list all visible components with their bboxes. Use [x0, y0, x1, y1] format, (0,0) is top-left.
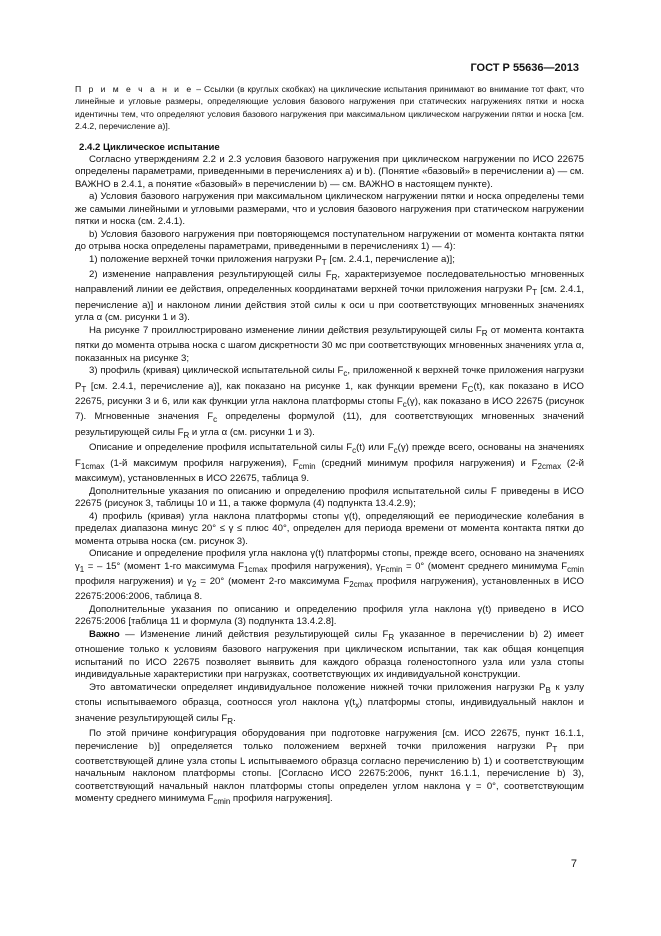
note-paragraph	[75, 83, 584, 133]
body-paragraph: Важно — Изменение линий действия результирующей силы $F_R$ указанное в перечислении b) 2) имеет отношение только к условиям базового нагружения при циклическом испытании, так как общая концепция испытаний по ИСО 22675 позволяет выявить для каждого образца голеностопного узла или узла стопы индивидуальные характеристики при нагрузках, соответствующих их индивидуальной конструкции.	[75, 628, 585, 681]
page-content	[75, 83, 584, 809]
body-paragraph: 1) положение верхней точки приложения нагрузки $P_T$ [см. 2.4.1, перечисление a)];	[89, 253, 455, 267]
paragraph-list	[75, 154, 584, 809]
body-paragraph: Это автоматически определяет индивидуальное положение нижней точки приложения нагрузки $P_B$ к узлу стопы испытываемого образца, соотносся угол наклона $\gamma(t_x)$ платформы стопы, индивидуальный наклон и значение результирующей силы $F_R$.	[75, 681, 584, 726]
body-paragraph: Дополнительные указания по описанию и определению профиля испытательной силы F приведены в ИСО 22675 (рисунок 3, таблицы 10 и 11, а также формула (4) подпункта 13.4.2.9);	[75, 485, 584, 510]
body-paragraph: b) Условия базового нагружения при повторяющемся поступательном нагружении от момента контакта пятки до отрыва носка определены параметрами, приведенными в перечислениях 1) — 4):	[75, 228, 584, 253]
note-text: – Ссылки (в круглых скобках) на циклические испытания принимают во внимание тот факт, что линейные и угловые размеры, определяющие условия базового нагружения при статических нагружениях пятки и носка идентичны тем, что определяют условия базового нагружения при максимальном циклическом нагружении пятки и носка [см. 2.4.2, перечисление a)].	[75, 84, 584, 132]
body-paragraph: 4) профиль (кривая) угла наклона платформы стопы γ(t), определяющий ее периодические колебания в пределах диапазона минус 20° ≤ γ ≤ плюс 40°, определен для периода времени от момента контакта пятки до момента отрыва носка (см. рисунок 3).	[75, 510, 584, 547]
body-paragraph: a) Условия базового нагружения при максимальном циклическом нагружении пятки и носка определены теми же самыми линейными и угловыми размерами, что и условия базового нагружения при статическом нагружении пятки и носка (см. 2.4.1).	[75, 191, 584, 228]
body-paragraph: Описание и определение профиля угла наклона γ(t) платформы стопы, прежде всего, основано на значениях $\gamma_1$ = – 15° (момент 1-го максимума $F_{1cmax}$ профиля нагружения), $\gamma_{Fcmin} = 0^\circ$ (момент среднего минимума $F_{cmin}$ профиля нагружения) и $\gamma_2 = 20^\circ$ (момент 2-го максимума $F_{2cmax}$ профиля нагружения), установленных в ИСО 22675:2006:2006, таблица 8.	[75, 548, 584, 603]
note-label: П р и м е ч а н и е	[75, 84, 194, 94]
document-header: ГОСТ Р 55636—2013	[470, 62, 579, 74]
body-paragraph: На рисунке 7 проиллюстрировано изменение линии действия результирующей силы $F_R$ от момента контакта пятки до момента отрыва носка с шагом дискретности 30 мс при соответствующих мгновенных значениях угла α, показанных на рисунке 3;	[75, 324, 584, 364]
body-paragraph: Дополнительные указания по описанию и определению профиля угла наклона γ(t) приведено в ИСО 22675:2006 [таблица 11 и формула (3) подпункта 13.4.2.8].	[75, 603, 584, 628]
body-paragraph: 3) профиль (кривая) циклической испытательной силы $F_c$, приложенной к верхней точке приложения нагрузки $P_T$ [см. 2.4.1, перечисление a)], как показано на рисунке 1, как функции времени $F_C(t)$, как показано в ИСО 22675, рисунки 3 и 6, или как функции угла наклона платформы стопы $F_c(\gamma)$, как показано в ИСО 22675 (рисунок 7). Мгновенные значения $F_c$ определены формулой (11), для соответствующих мгновенных значений результирующей силы $F_R$ и угла α (см. рисунки 1 и 3).	[75, 365, 585, 440]
body-paragraph: По этой причине конфигурация оборудования при подготовке нагружения [см. ИСО 22675, пункт 16.1.1, перечисление b)] определяется только положением верхней точки приложения нагрузки $P_T$ при соответствующей длине узла стопы L испытываемого образца согласно перечислению b) 1) и соответствующим начальным наклоном платформы стопы. [Согласно ИСО 22675:2006, пункт 16.1.1, перечисление b) 3), соответствующий начальный наклон платформы стопы определен углом наклона γ = 0°, соответствующим моменту среднего минимума $F_{cmin}$ профиля нагружения].	[75, 728, 584, 807]
page-number: 7	[570, 858, 577, 870]
section-heading: 2.4.2 Циклическое испытание	[79, 141, 220, 153]
body-paragraph: Описание и определение профиля испытательной силы $F_c(t)$ или $F_c(\gamma)$ прежде всего, основаны на значениях $F_{1cmax}$ (1-й максимум профиля нагружения), $F_{cmin}$ (средний минимум профиля нагружения) и $F_{2cmax}$ (2-й максимум), установленных в ИСО 22675, таблица 9.	[75, 442, 585, 485]
body-paragraph: Согласно утверждениям 2.2 и 2.3 условия базового нагружения при циклическом нагружении по ИСО 22675 определены параметрами, приведенными в перечислениях a) и b). (Понятие «базовый» в перечислении a) — см. ВАЖНО в 2.4.1, а понятие «базовый» в перечислении b) — см. ВАЖНО в настоящем пункте).	[75, 153, 584, 190]
body-paragraph: 2) изменение направления результирующей силы $F_R$, характеризуемое последовательностью мгновенных направлений линии ее действия, определенных координатами верхней точки приложения нагрузки $P_T$ [см. 2.4.1, перечисление a)] и наклоном линии действия этой силы к оси u при соответствующих мгновенных значениях угла α (см. рисунки 1 и 3).	[75, 269, 585, 324]
